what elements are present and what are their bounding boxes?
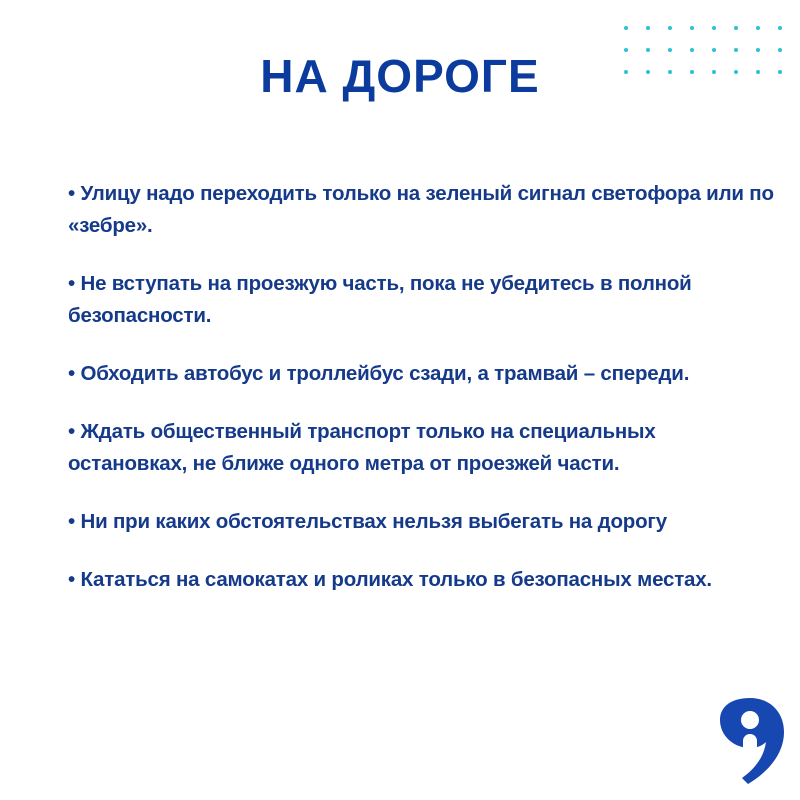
- bullet: •: [68, 362, 75, 385]
- rule-text: Не вступать на проезжую часть, пока не убедитесь в полной безопасности.: [68, 272, 692, 327]
- bullet: •: [68, 568, 75, 591]
- bullet: •: [68, 510, 75, 533]
- bullet: •: [68, 420, 75, 443]
- rule-text: Ждать общественный транспорт только на специальных остановках, не ближе одного метра от проезжей части.: [68, 420, 656, 475]
- rule-item: [68, 178, 778, 242]
- info-logo-icon: [712, 692, 788, 788]
- rule-item: [68, 358, 778, 390]
- rule-text: Обходить автобус и троллейбус сзади, а трамвай – спереди.: [80, 362, 690, 385]
- bullet: •: [68, 272, 75, 295]
- rule-item: [68, 506, 778, 538]
- bullet: •: [68, 182, 75, 205]
- rule-item: [68, 268, 778, 332]
- rule-text: Улицу надо переходить только на зеленый сигнал светофора или по «зебре».: [68, 182, 774, 237]
- rule-text: Кататься на самокатах и роликах только в безопасных местах.: [80, 568, 712, 591]
- rule-item: [68, 416, 778, 480]
- rules-list: [68, 178, 778, 622]
- rule-text: Ни при каких обстоятельствах нельзя выбегать на дорогу: [80, 510, 667, 533]
- rule-item: [68, 564, 778, 596]
- page-title: НА ДОРОГЕ: [260, 50, 540, 102]
